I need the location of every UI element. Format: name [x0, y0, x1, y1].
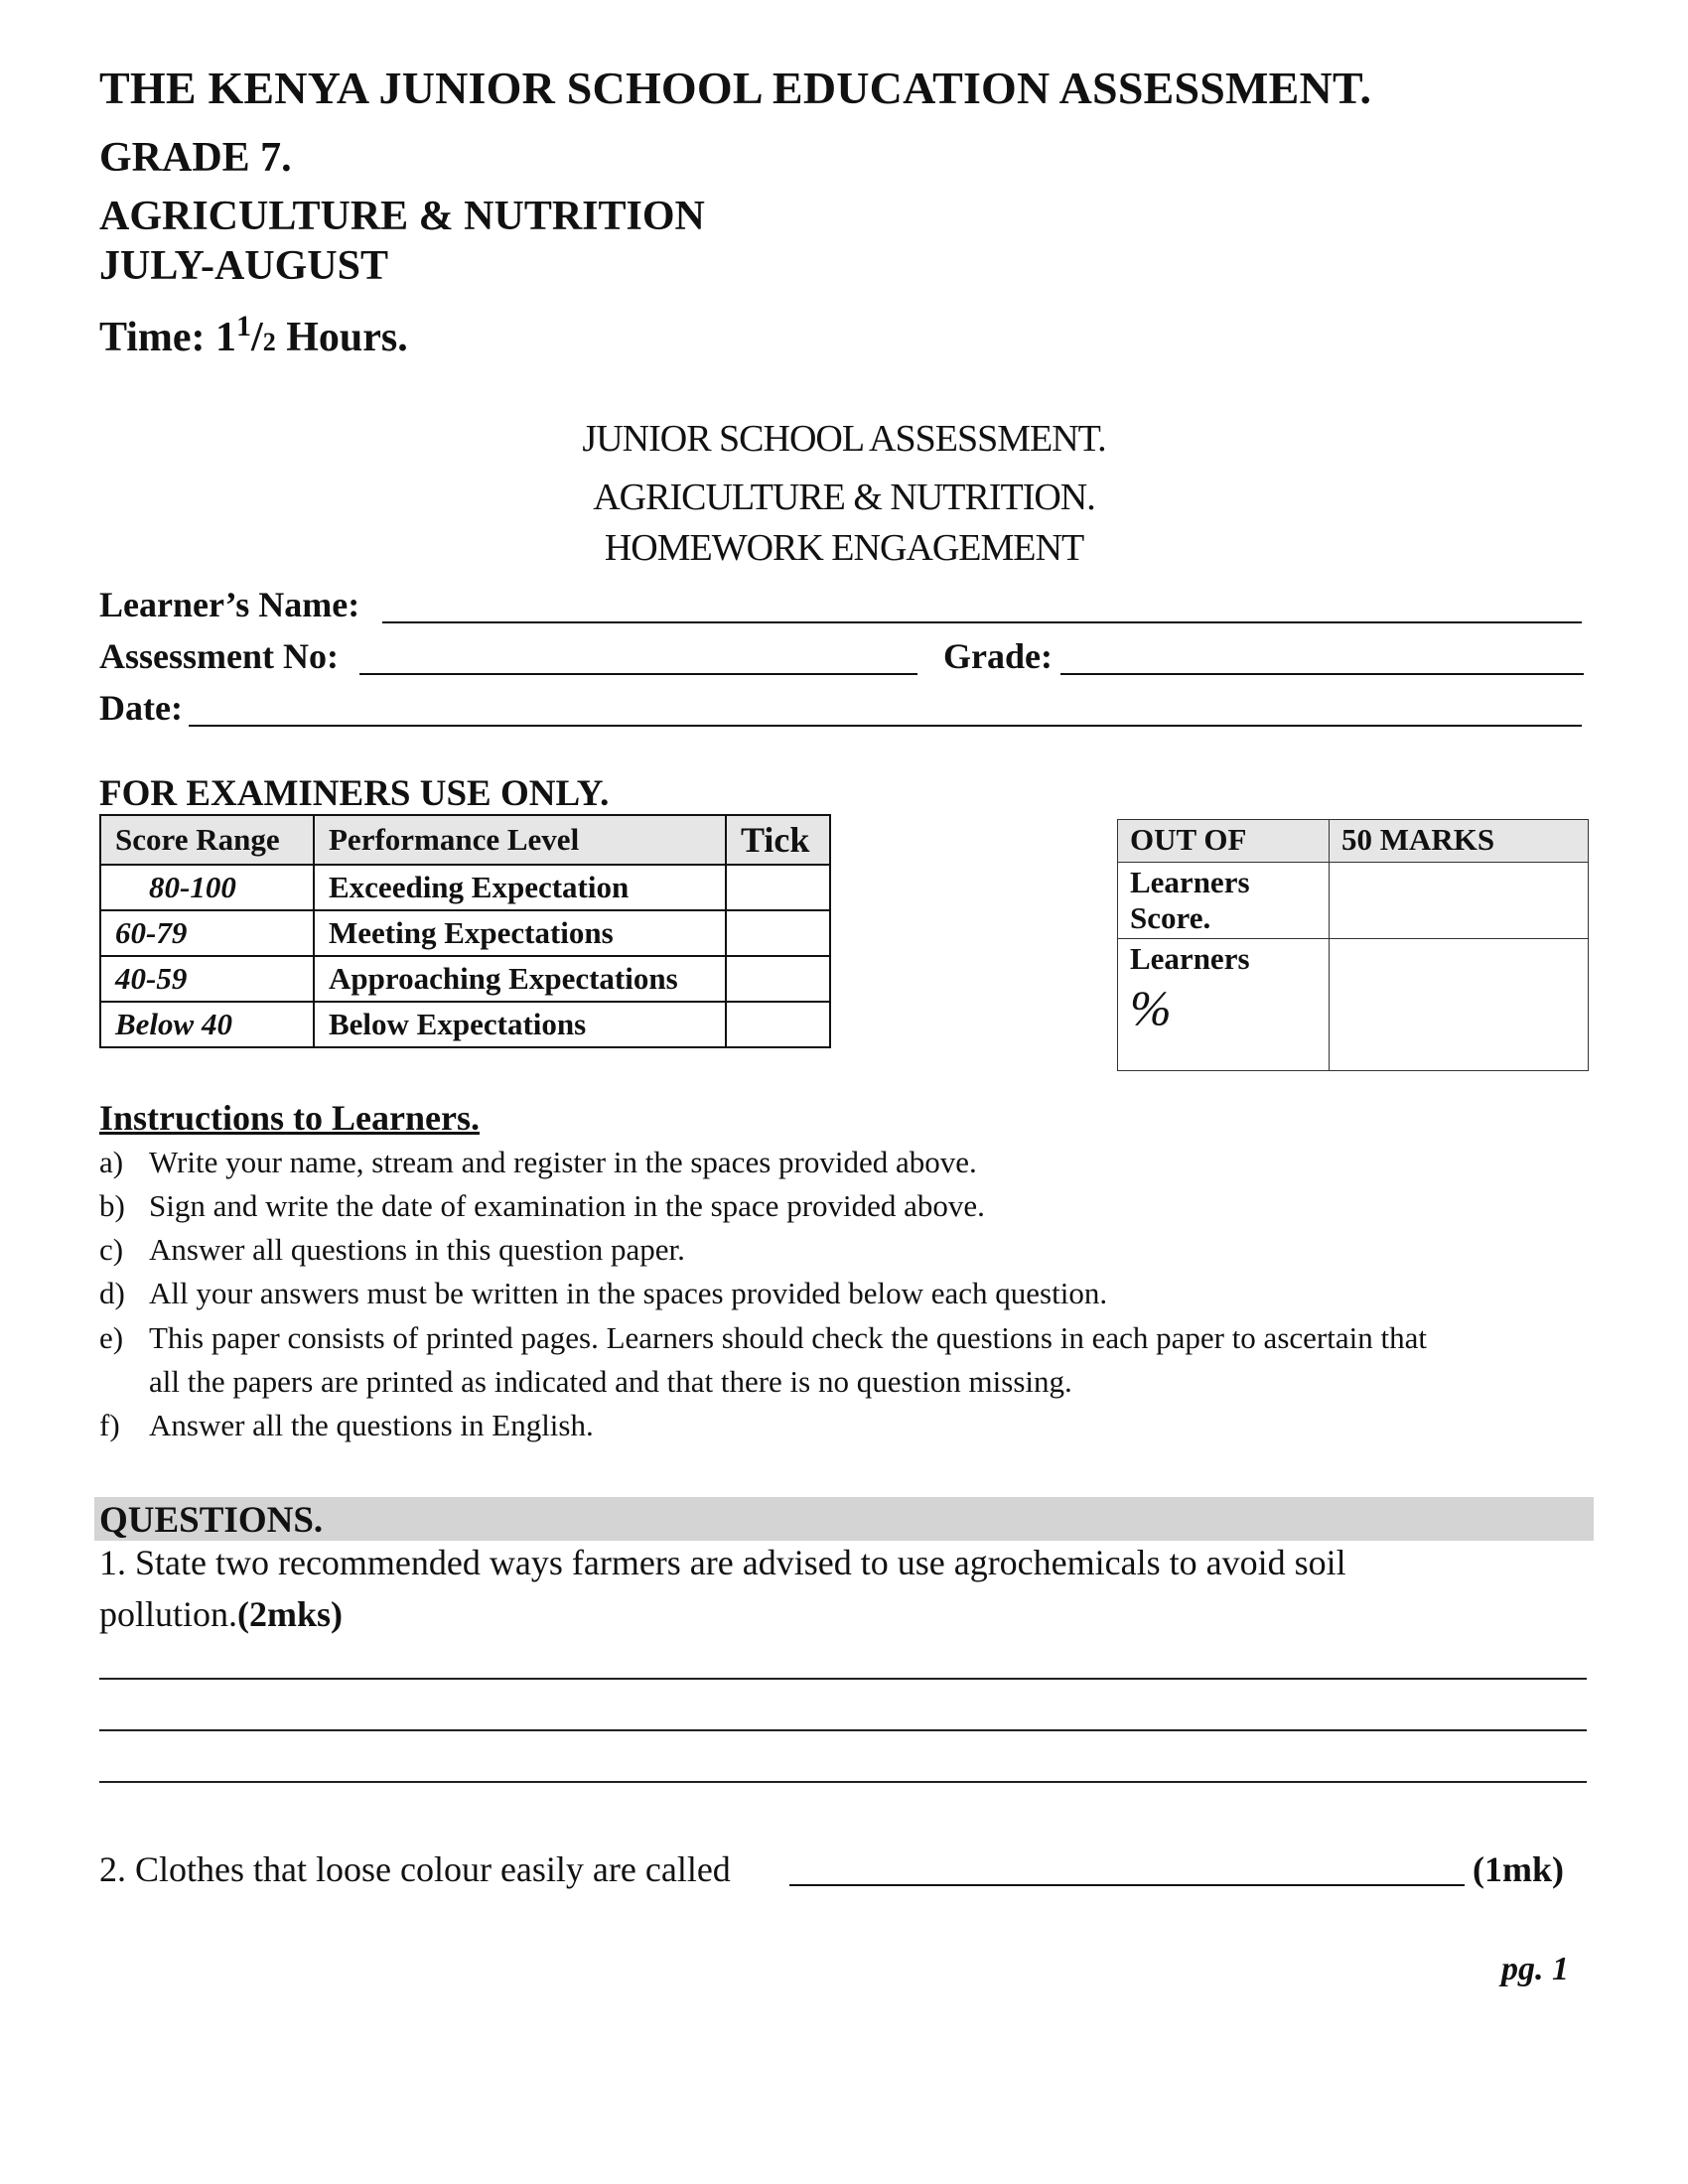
- instruction-text: All your answers must be written in the spaces provided below each question.: [149, 1276, 1108, 1310]
- assessment-no-label: Assessment No:: [99, 636, 339, 676]
- instruction-item: [99, 1320, 1427, 1356]
- out-of-label: OUT OF: [1118, 820, 1330, 863]
- instruction-letter: a): [99, 1145, 124, 1179]
- grade-label: Grade:: [943, 636, 1053, 676]
- instruction-letter: e): [99, 1320, 124, 1355]
- time-prefix: Time: 1: [99, 315, 237, 360]
- instruction-text: Answer all questions in this question paper.: [149, 1232, 685, 1267]
- question-2-text: 2. Clothes that loose colour easily are called: [99, 1849, 731, 1889]
- table-row: [100, 1002, 830, 1047]
- instruction-text: Write your name, stream and register in the spaces provided above.: [149, 1145, 977, 1179]
- marks-score-row: [1118, 863, 1589, 939]
- time-heading: [99, 310, 408, 361]
- instruction-item: [99, 1232, 685, 1268]
- marks-table: [1117, 819, 1589, 1071]
- learner-name-field[interactable]: [382, 621, 1582, 623]
- time-sub: 2: [262, 328, 276, 356]
- question-1-text-end: pollution.: [99, 1594, 238, 1634]
- document-title: THE KENYA JUNIOR SCHOOL EDUCATION ASSESSMENT.: [99, 63, 1372, 113]
- instruction-letter: d): [99, 1276, 125, 1310]
- header-score-range: Score Range: [100, 815, 314, 865]
- performance-level-cell: Meeting Expectations: [314, 910, 726, 956]
- date-label: Date:: [99, 688, 183, 728]
- subheader-line1: JUNIOR SCHOOL ASSESSMENT.: [582, 418, 1106, 460]
- instructions-title: Instructions to Learners.: [99, 1098, 480, 1138]
- date-field[interactable]: [189, 725, 1582, 727]
- score-label-line1: Learners: [1130, 865, 1250, 899]
- tick-cell[interactable]: [726, 865, 830, 910]
- learners-percent-label: [1118, 939, 1330, 1071]
- out-of-value: 50 MARKS: [1330, 820, 1589, 863]
- score-range-cell: 60-79: [100, 910, 314, 956]
- instruction-letter: f): [99, 1408, 120, 1442]
- instruction-letter: c): [99, 1232, 124, 1267]
- marks-percent-row: [1118, 939, 1589, 1071]
- instruction-item: [99, 1188, 985, 1224]
- table-row: [100, 910, 830, 956]
- marks-header-row: [1118, 820, 1589, 863]
- subheader-line3: HOMEWORK ENGAGEMENT: [604, 527, 1084, 569]
- performance-level-cell: Approaching Expectations: [314, 956, 726, 1002]
- instruction-item: [99, 1276, 1107, 1311]
- learners-percent-cell[interactable]: [1330, 939, 1589, 1071]
- period-heading: JULY-AUGUST: [99, 243, 388, 289]
- instruction-text: Answer all the questions in English.: [149, 1408, 594, 1442]
- instruction-text: Sign and write the date of examination in the space provided above.: [149, 1188, 985, 1223]
- learner-name-label: Learner’s Name:: [99, 585, 360, 624]
- header-performance-level: Performance Level: [314, 815, 726, 865]
- grade-field[interactable]: [1060, 673, 1584, 675]
- score-range-cell: 40-59: [100, 956, 314, 1002]
- answer-line[interactable]: [99, 1729, 1587, 1731]
- subject-heading: AGRICULTURE & NUTRITION: [99, 194, 705, 239]
- tick-cell[interactable]: [726, 956, 830, 1002]
- learners-score-label: [1118, 863, 1330, 939]
- examiners-title: FOR EXAMINERS USE ONLY.: [99, 773, 610, 814]
- time-slash: /: [251, 315, 263, 360]
- subheader-line2: AGRICULTURE & NUTRITION.: [593, 477, 1095, 518]
- score-label-line2: Score.: [1130, 900, 1211, 935]
- time-sup: 1: [236, 310, 252, 342]
- time-suffix: Hours.: [275, 315, 408, 360]
- questions-heading: QUESTIONS.: [99, 1500, 324, 1541]
- performance-level-cell: Below Expectations: [314, 1002, 726, 1047]
- percent-label-line1: Learners: [1130, 941, 1250, 976]
- grade-heading: GRADE 7.: [99, 135, 292, 181]
- page-number: pg. 1: [1501, 1951, 1569, 1987]
- question-2-marks: (1mk): [1473, 1849, 1564, 1889]
- table-row: [100, 956, 830, 1002]
- question-1-line1: 1. State two recommended ways farmers are advised to use agrochemicals to avoid soil: [99, 1543, 1346, 1582]
- tick-cell[interactable]: [726, 1002, 830, 1047]
- instruction-item: [99, 1408, 594, 1443]
- percent-symbol: %: [1130, 980, 1172, 1035]
- instruction-item: [99, 1145, 977, 1180]
- question-1-marks: (2mks): [237, 1594, 344, 1634]
- assessment-no-field[interactable]: [359, 673, 917, 675]
- questions-heading-bar: [94, 1497, 1594, 1541]
- question-1-line2: [99, 1593, 343, 1635]
- performance-table-header: [100, 815, 830, 865]
- performance-table: [99, 814, 831, 1048]
- instruction-continuation: all the papers are printed as indicated and that there is no question missing.: [149, 1364, 1072, 1399]
- score-range-cell: Below 40: [100, 1002, 314, 1047]
- answer-line[interactable]: [99, 1781, 1587, 1783]
- header-tick: Tick: [726, 815, 830, 865]
- score-range-cell: 80-100: [100, 865, 314, 910]
- table-row: [100, 865, 830, 910]
- performance-level-cell: Exceeding Expectation: [314, 865, 726, 910]
- question-2-answer-field[interactable]: [789, 1884, 1465, 1886]
- learners-score-cell[interactable]: [1330, 863, 1589, 939]
- answer-line[interactable]: [99, 1678, 1587, 1680]
- instruction-letter: b): [99, 1188, 125, 1223]
- instruction-text: This paper consists of printed pages. Learners should check the questions in each paper to ascertain that: [149, 1320, 1427, 1355]
- tick-cell[interactable]: [726, 910, 830, 956]
